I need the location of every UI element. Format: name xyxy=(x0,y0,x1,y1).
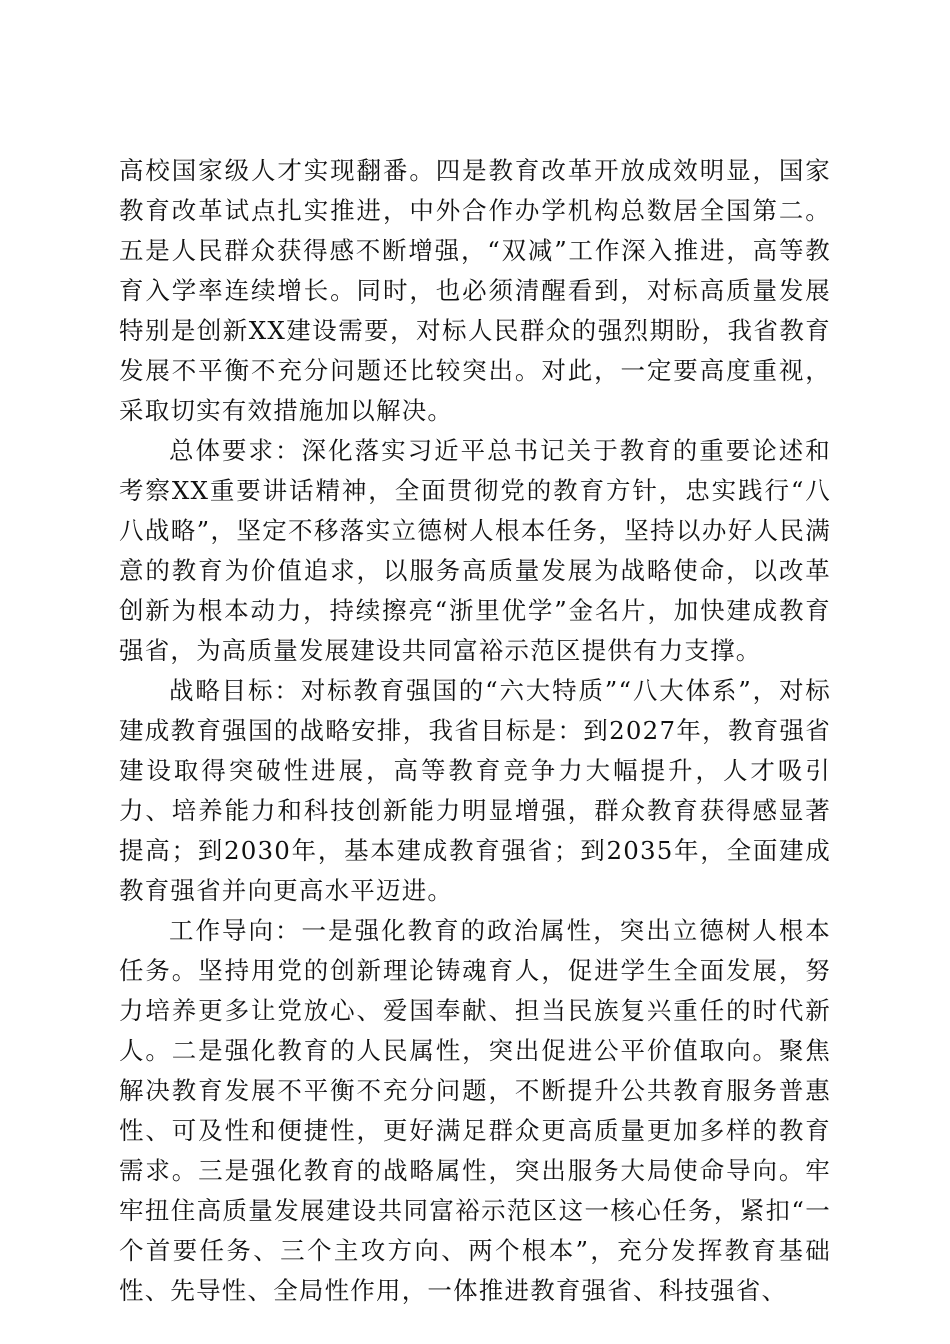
document-body xyxy=(119,151,831,1311)
paragraph-strategic-goals: 战略目标：对标教育强国的“六大特质”“八大体系”，对标建成教育强国的战略安排，我省目标是：到2027年，教育强省建设取得突破性进展，高等教育竞争力大幅提升，人才吸引力、培养能力和科技创新能力明显增强，群众教育获得感显著提高；到2030年，基本建成教育强省；到2035年，全面建成教育强省并向更高水平迈进。 xyxy=(119,676,831,905)
paragraph-overall-requirements: 总体要求：深化落实习近平总书记关于教育的重要论述和考察XX重要讲话精神，全面贯彻党的教育方针，忠实践行“八八战略”，坚定不移落实立德树人根本任务，坚持以办好人民满意的教育为价值追求，以服务高质量发展为战略使命，以改革创新为根本动力，持续擦亮“浙里优学”金名片，加快建成教育强省，为高质量发展建设共同富裕示范区提供有力支撑。 xyxy=(119,436,831,665)
paragraph-achievements: 高校国家级人才实现翻番。四是教育改革开放成效明显，国家教育改革试点扎实推进，中外合作办学机构总数居全国第二。五是人民群众获得感不断增强，“双减”工作深入推进，高等教育入学率连续增长。同时，也必须清醒看到，对标高质量发展特别是创新XX建设需要，对标人民群众的强烈期盼，我省教育发展不平衡不充分问题还比较突出。对此，一定要高度重视，采取切实有效措施加以解决。 xyxy=(119,156,831,425)
paragraph-work-orientation: 工作导向：一是强化教育的政治属性，突出立德树人根本任务。坚持用党的创新理论铸魂育人，促进学生全面发展，努力培养更多让党放心、爱国奉献、担当民族复兴重任的时代新人。二是强化教育的人民属性，突出促进公平价值取向。聚焦解决教育发展不平衡不充分问题，不断提升公共教育服务普惠性、可及性和便捷性，更好满足群众更高质量更加多样的教育需求。三是强化教育的战略属性，突出服务大局使命导向。牢牢扭住高质量发展建设共同富裕示范区这一核心任务，紧扣“一个首要任务、三个主攻方向、两个根本”，充分发挥教育基础性、先导性、全局性作用，一体推进教育强省、科技强省、 xyxy=(119,916,831,1305)
